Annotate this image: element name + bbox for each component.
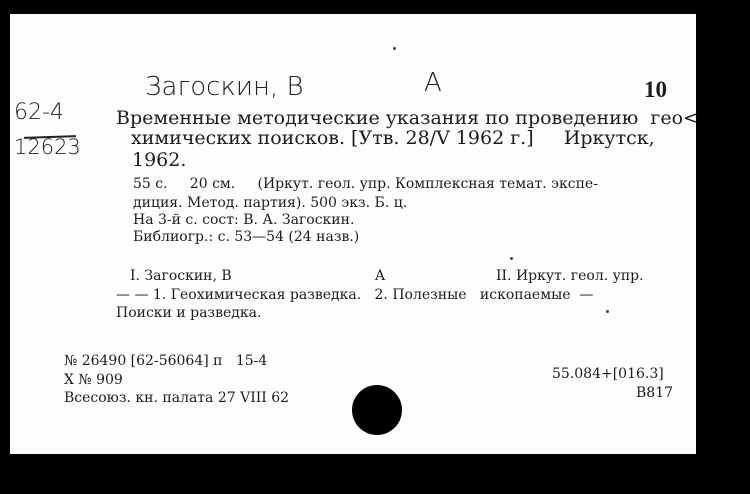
description-line-4: Библиогр.: с. 53—54 (24 назв.): [133, 229, 360, 245]
classification-code: 55.084+[016.3]: [552, 366, 664, 382]
tracing-subjects: — — 1. Геохимическая разведка. 2. Полезные ископаемые —: [116, 287, 594, 303]
title-line-2: химических поисков. [Утв. 28/V 1962 г.] Иркутск,: [131, 127, 655, 149]
handwritten-author: Загоскин, В: [145, 72, 304, 102]
title-line-3: 1962.: [132, 149, 187, 171]
tracing-letter: A: [375, 268, 386, 284]
footer-publisher: Всесоюз. кн. палата 27 VIII 62: [64, 390, 290, 406]
shelf-mark-top: 62-4: [14, 100, 64, 125]
tracing-subject-cont: Поиски и разведка.: [116, 305, 262, 321]
speck: [510, 257, 513, 260]
description-line-3: На 3-й с. сост: В. А. Загоскин.: [133, 212, 355, 228]
speck: [606, 310, 609, 313]
description-line-2: диция. Метод. партия). 500 экз. Б. ц.: [133, 195, 408, 211]
punch-hole: [352, 385, 402, 435]
title-line-1: Временные методические указания по проведению гео<: [116, 107, 699, 129]
shelf-mark-bottom: 12623: [14, 135, 81, 159]
catalog-card: [10, 14, 699, 454]
tracing-author: I. Загоскин, В: [130, 268, 232, 284]
author-code: В817: [636, 385, 674, 401]
footer-x-number: Х № 909: [64, 372, 123, 388]
card-number: 10: [644, 77, 667, 102]
description-line-1: 55 с. 20 см. (Иркут. геол. упр. Комплексная темат. экспе-: [133, 176, 598, 192]
footer-record-number: № 26490 [62-56064] п 15-4: [64, 353, 268, 369]
handwritten-letter: A: [424, 68, 442, 98]
tracing-corporate: II. Иркут. геол. упр.: [496, 268, 644, 284]
speck: [393, 47, 396, 50]
